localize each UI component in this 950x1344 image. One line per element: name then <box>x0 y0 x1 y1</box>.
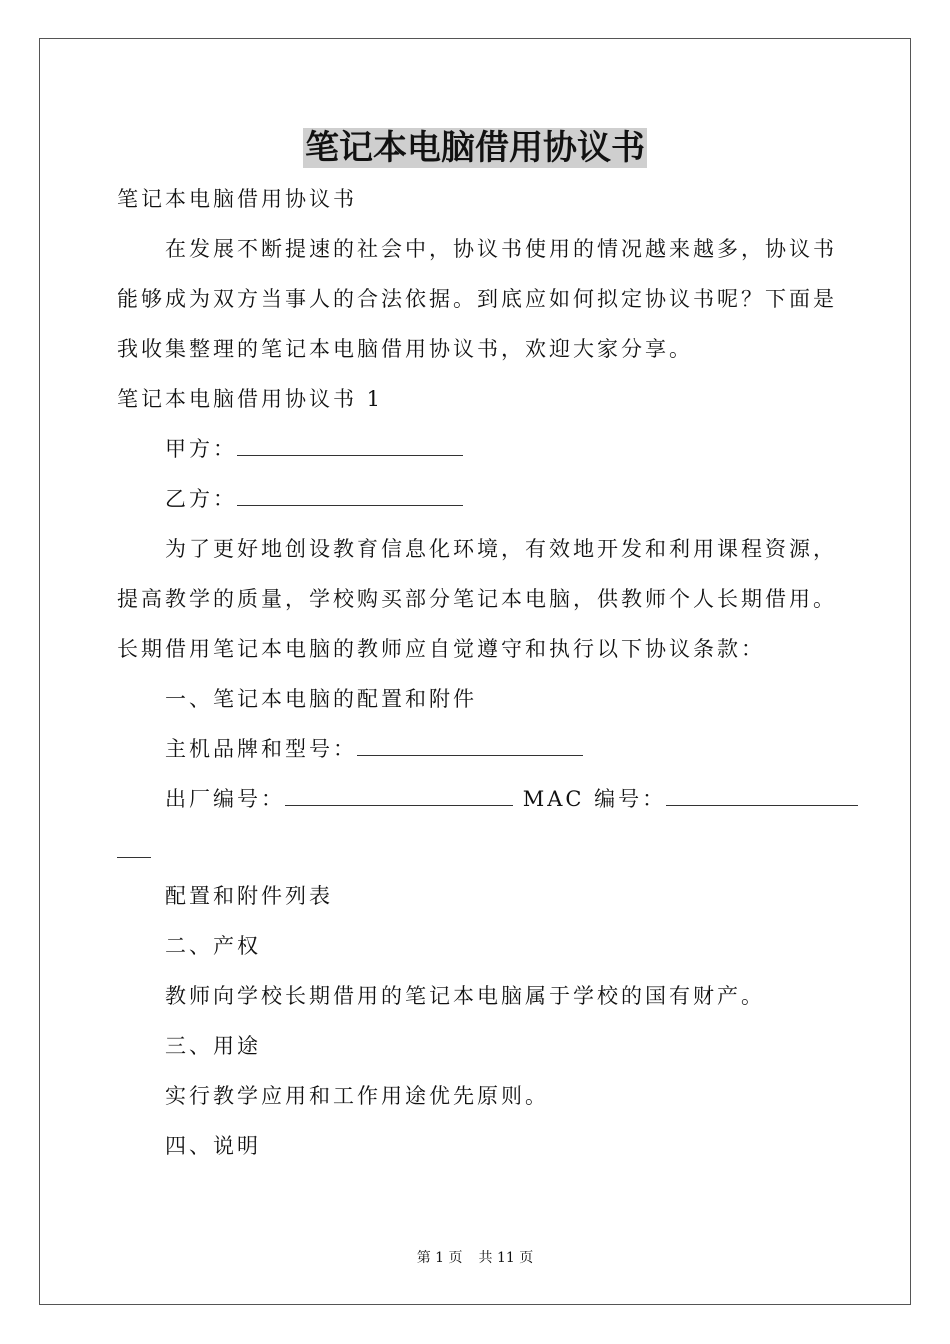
party-b-label: 乙方： <box>165 487 237 511</box>
subtitle: 笔记本电脑借用协议书 <box>117 187 357 211</box>
factory-no-blank[interactable] <box>285 785 513 806</box>
brand-model-line <box>165 734 583 764</box>
party-a-line <box>165 434 463 464</box>
mac-no-blank-continued[interactable] <box>117 857 151 858</box>
purpose-line-1: 为了更好地创设教育信息化环境，有效地开发和利用课程资源， <box>165 537 837 561</box>
intro-line-2: 能够成为双方当事人的合法依据。到底应如何拟定协议书呢？下面是 <box>117 287 837 311</box>
purpose-line-2: 提高教学的质量，学校购买部分笔记本电脑，供教师个人长期借用。 <box>117 587 837 611</box>
party-a-label: 甲方： <box>165 437 237 461</box>
clause3-text: 实行教学应用和工作用途优先原则。 <box>165 1084 549 1108</box>
factory-no-label: 出厂编号： <box>165 787 285 811</box>
mac-no-label: MAC 编号： <box>522 787 667 811</box>
section-title: 笔记本电脑借用协议书 1 <box>117 387 384 411</box>
clause1-heading: 一、笔记本电脑的配置和附件 <box>165 687 477 711</box>
page-total: 共 11 页 <box>478 1250 534 1266</box>
clause2-heading: 二、产权 <box>165 934 261 958</box>
mac-no-blank[interactable] <box>666 785 858 806</box>
intro-line-3: 我收集整理的笔记本电脑借用协议书，欢迎大家分享。 <box>117 337 693 361</box>
title-text: 笔记本电脑借用协议书 <box>305 128 645 168</box>
brand-model-blank[interactable] <box>357 735 583 756</box>
party-b-line <box>165 484 463 514</box>
page-number: 第 1 页 <box>416 1250 463 1266</box>
clause4-heading: 四、说明 <box>165 1134 261 1158</box>
brand-model-label: 主机品牌和型号： <box>165 737 357 761</box>
clause2-text: 教师向学校长期借用的笔记本电脑属于学校的国有财产。 <box>165 984 765 1008</box>
party-b-blank[interactable] <box>237 485 463 506</box>
page-footer <box>0 1248 950 1268</box>
purpose-line-3: 长期借用笔记本电脑的教师应自觉遵守和执行以下协议条款： <box>117 637 765 661</box>
document-title <box>0 124 950 172</box>
page-frame <box>39 38 911 1305</box>
party-a-blank[interactable] <box>237 435 463 456</box>
clause3-heading: 三、用途 <box>165 1034 261 1058</box>
serial-line <box>165 784 858 814</box>
config-list-heading: 配置和附件列表 <box>165 884 333 908</box>
intro-line-1: 在发展不断提速的社会中，协议书使用的情况越来越多，协议书 <box>165 237 837 261</box>
